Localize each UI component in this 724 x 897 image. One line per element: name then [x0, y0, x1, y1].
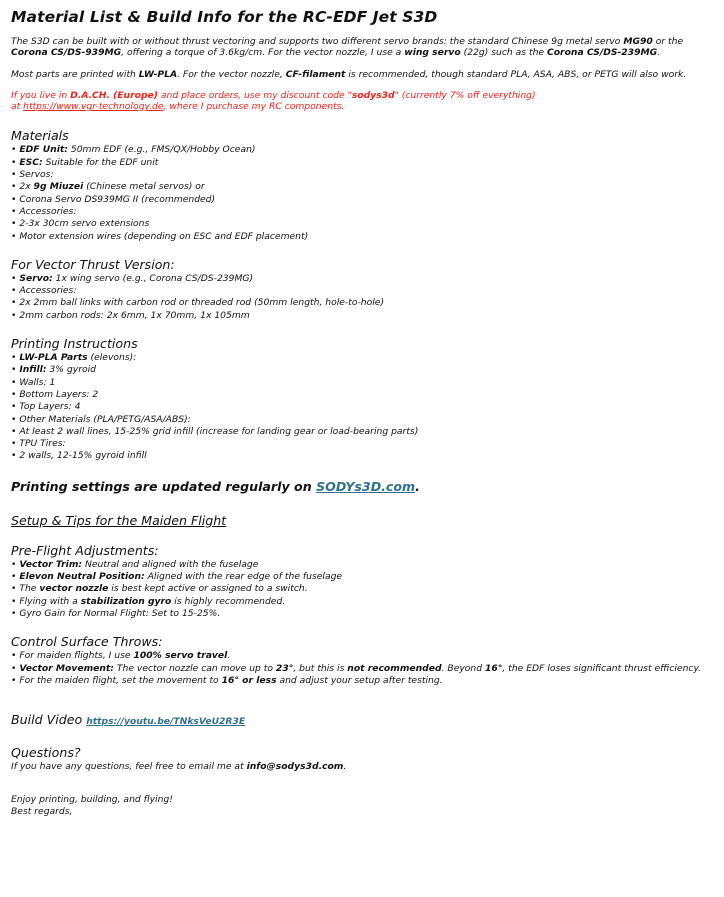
updated-note	[11, 479, 714, 494]
build-video	[11, 712, 714, 727]
youtube-link[interactable]: https://youtu.be/TNksVeU2R3E	[86, 716, 246, 728]
list-item	[11, 414, 714, 426]
discount-region: D.A.CH. (Europe)	[70, 89, 158, 101]
parts-paragraph	[11, 69, 714, 80]
list-item	[11, 169, 714, 181]
item-text: 2mm carbon rods: 2x 6mm, 1x 70mm, 1x 105mm	[19, 309, 250, 321]
page-title: Material List & Build Info for the RC-EDF Jet S3D	[11, 8, 438, 26]
setup-heading: Setup & Tips for the Maiden Flight	[11, 512, 227, 528]
item-text: Aligned with the rear edge of the fuselage	[144, 571, 343, 583]
discount-code: sodys3d	[351, 89, 395, 101]
item-text: 2 walls, 12-15% gyroid infill	[19, 450, 147, 462]
email-link[interactable]: info@sodys3d.com	[246, 761, 344, 773]
list-item	[11, 181, 714, 193]
discount-text: at	[11, 101, 24, 113]
materials-heading: Materials	[11, 128, 69, 144]
list-item	[11, 194, 714, 206]
list-item	[11, 310, 714, 322]
item-text: (elevons):	[87, 352, 137, 364]
preflight-list	[11, 559, 714, 620]
item-text: Gyro Gain for Normal Flight: Set to 15-25%.	[19, 607, 221, 619]
list-item	[11, 426, 714, 438]
throws-heading: Control Surface Throws:	[11, 634, 163, 650]
preflight-heading: Pre-Flight Adjustments:	[11, 542, 159, 558]
item-label: 9g Miuzei	[33, 181, 84, 193]
list-item	[11, 231, 714, 243]
item-label: 100% servo travel	[133, 650, 228, 662]
item-label: Servo:	[19, 272, 53, 284]
item-text: Top Layers: 4	[19, 401, 81, 413]
list-item	[11, 663, 714, 675]
parts-text: . For the vector nozzle,	[177, 68, 286, 80]
item-text: is highly recommended.	[171, 595, 286, 607]
item-text: (Chinese metal servos) or	[83, 181, 205, 193]
materials-list	[11, 144, 714, 242]
list-item	[11, 206, 714, 218]
item-text: The vector nozzle can move up to	[113, 662, 276, 674]
discount-text: " (currently 7% off everything)	[394, 89, 536, 101]
intro-emphasis: MG90	[623, 36, 653, 47]
item-label: LW-PLA Parts	[19, 352, 88, 364]
spacer	[11, 772, 714, 794]
item-text: Suitable for the EDF unit	[42, 156, 159, 168]
item-text: The	[19, 583, 40, 595]
parts-emphasis: CF-filament	[285, 68, 346, 80]
list-item	[11, 144, 714, 156]
item-text: Accessories:	[19, 285, 77, 297]
list-item	[11, 571, 714, 583]
item-text: 50mm EDF (e.g., FMS/QX/Hobby Ocean)	[67, 144, 256, 156]
vgr-link[interactable]: https://www.vgr-technology.de	[23, 101, 164, 113]
item-text: .	[227, 650, 231, 662]
discount-text: and place orders, use my discount code "	[157, 89, 352, 101]
item-label: Infill:	[19, 364, 47, 376]
list-item	[11, 352, 714, 364]
item-text: Motor extension wires (depending on ESC and EDF placement)	[19, 230, 309, 242]
list-item	[11, 650, 714, 662]
item-label: Vector Movement:	[19, 662, 114, 674]
list-item	[11, 157, 714, 169]
item-text: Neutral and aligned with the fuselage	[82, 558, 259, 570]
item-text: Corona Servo DS939MG II (recommended)	[19, 193, 216, 205]
list-item	[11, 273, 714, 285]
closing-line: Best regards,	[11, 806, 73, 818]
item-text: , the EDF loses significant thrust efficiency.	[502, 662, 702, 674]
list-item	[11, 559, 714, 571]
item-text: 2-3x 30cm servo extensions	[19, 218, 150, 230]
printing-list	[11, 352, 714, 463]
questions-body: If you have any questions, feel free to email me at	[11, 761, 247, 773]
item-label: Vector Trim:	[19, 558, 83, 570]
closing-line: Enjoy printing, building, and flying!	[11, 794, 173, 806]
item-text: is best kept active or assigned to a switch.	[108, 583, 308, 595]
item-label: not recommended	[347, 662, 442, 674]
item-text: Other Materials (PLA/PETG/ASA/ABS):	[19, 413, 191, 425]
document-page	[11, 8, 714, 818]
intro-text: .	[657, 47, 661, 59]
questions-body: .	[343, 761, 347, 773]
item-label: 16°	[485, 662, 503, 674]
list-item	[11, 364, 714, 376]
item-text: 1x wing servo (e.g., Corona CS/DS-239MG)	[52, 272, 254, 284]
item-text: For the maiden flight, set the movement to	[19, 674, 222, 686]
item-text: and adjust your setup after testing.	[276, 674, 443, 686]
item-text: Flying with a	[19, 595, 81, 607]
list-item	[11, 675, 714, 687]
discount-text: , where I purchase my RC components.	[163, 101, 345, 113]
updated-text: .	[415, 478, 420, 494]
intro-text: or the	[652, 36, 684, 47]
item-text: Bottom Layers: 2	[19, 388, 99, 400]
discount-paragraph	[11, 90, 714, 113]
sodys3d-link[interactable]: SODYs3D.com	[316, 478, 416, 494]
parts-emphasis: LW-PLA	[138, 68, 178, 80]
item-label: EDF Unit:	[19, 144, 68, 156]
list-item	[11, 297, 714, 309]
list-item	[11, 583, 714, 595]
item-label: 23°	[275, 662, 294, 674]
questions-heading: Questions?	[11, 745, 81, 761]
intro-text: , offering a torque of 3.6kg/cm. For the vector nozzle, I use a	[121, 47, 405, 59]
item-text: Walls: 1	[19, 376, 56, 388]
item-label: ESC:	[19, 156, 43, 168]
item-label: vector nozzle	[39, 583, 109, 595]
list-item	[11, 401, 714, 413]
list-item	[11, 596, 714, 608]
intro-paragraph	[11, 36, 714, 59]
item-text: TPU Tires:	[19, 438, 66, 450]
item-label: 16° or less	[221, 674, 277, 686]
item-text: 2x	[19, 181, 34, 193]
printing-heading: Printing Instructions	[11, 336, 138, 352]
list-item	[11, 450, 714, 462]
item-text: For maiden flights, I use	[19, 650, 134, 662]
list-item	[11, 438, 714, 450]
item-text: , but this is	[293, 662, 348, 674]
intro-emphasis: Corona CS/DS-939MG	[11, 47, 122, 59]
vector-list	[11, 273, 714, 322]
list-item	[11, 608, 714, 620]
list-item	[11, 218, 714, 230]
parts-text: is recommended, though standard PLA, ASA, ABS, or PETG will also work.	[345, 68, 687, 80]
intro-text: (22g) such as the	[460, 47, 547, 59]
item-text: Servos:	[19, 169, 54, 181]
item-text: At least 2 wall lines, 15-25% grid infill (increase for landing gear or load-bearing parts)	[19, 425, 419, 437]
list-item	[11, 389, 714, 401]
discount-text: If you live in	[11, 89, 71, 101]
questions-text	[11, 761, 714, 772]
parts-text: Most parts are printed with	[11, 68, 139, 80]
item-text: 2x 2mm ball links with carbon rod or threaded rod (50mm length, hole-to-hole)	[19, 297, 385, 309]
item-text: 3% gyroid	[46, 364, 96, 376]
intro-text: The S3D can be built with or without thrust vectoring and supports two different servo brands: the standard Chinese 9g metal servo	[11, 36, 624, 47]
list-item	[11, 377, 714, 389]
vector-heading: For Vector Thrust Version:	[11, 256, 175, 272]
list-item	[11, 285, 714, 297]
build-video-label: Build Video	[11, 712, 87, 728]
intro-emphasis: wing servo	[404, 47, 461, 59]
item-label: stabilization gyro	[80, 595, 172, 607]
updated-text: Printing settings are updated regularly on	[11, 478, 317, 494]
item-label: Elevon Neutral Position:	[19, 571, 145, 583]
intro-emphasis: Corona CS/DS-239MG	[547, 47, 658, 59]
throws-list	[11, 650, 714, 687]
item-text: Accessories:	[19, 205, 77, 217]
item-text: . Beyond	[441, 662, 485, 674]
